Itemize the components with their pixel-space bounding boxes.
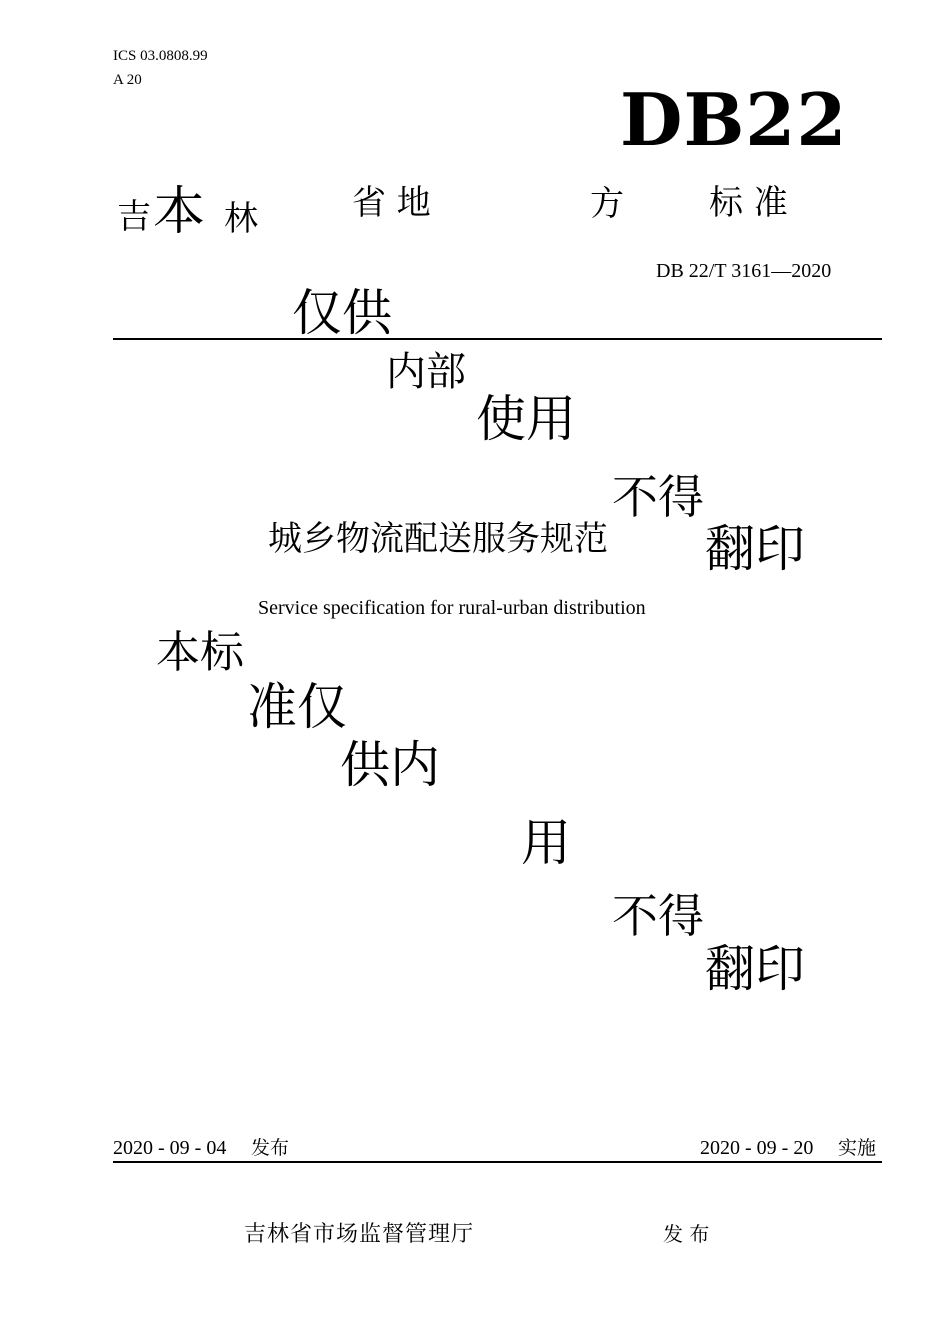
implementation-label: 实施 [838,1137,877,1159]
watermark-shi-yong: 使用 [476,390,576,448]
implementation-date: 2020 - 09 - 20 [700,1137,814,1159]
title-fang: 方 [590,184,624,224]
document-title: 城乡物流配送服务规范 [268,519,608,559]
issue-date: 2020 - 09 - 04 [113,1137,227,1159]
issuing-authority: 吉林省市场监督管理厅 [244,1222,475,1247]
bottom-divider [113,1161,882,1163]
watermark-bu-de: 不得 [612,470,704,524]
title-biao-zhun: 标 准 [709,183,788,223]
watermark-jin-gong: 仅供 [292,284,392,342]
ccs-code: A 20 [113,72,142,88]
issue-label: 发布 [251,1137,290,1159]
watermark-gong-nei: 供内 [340,736,440,794]
title-sheng-di: 省 地 [352,183,431,223]
watermark-fan-yin: 翻印 [705,520,805,578]
title-ji: 吉 [117,197,151,237]
ics-code: ICS 03.0808.99 [113,48,208,64]
db-code: DB22 [620,77,848,162]
watermark-ben: 本 [153,182,206,242]
watermark-yong: 用 [521,814,571,872]
watermark-nei-bu: 内部 [386,349,466,395]
document-title-en: Service specification for rural-urban distribution [258,597,646,619]
watermark-fan-yin-2: 翻印 [705,940,805,998]
issue-word: 发 布 [663,1222,710,1246]
watermark-bu-de-2: 不得 [612,889,704,943]
watermark-zhun-jin: 准仅 [247,678,347,736]
standard-number: DB 22/T 3161—2020 [656,260,832,282]
title-lin: 林 [224,199,258,239]
watermark-ben-biao: 本标 [156,627,244,678]
top-divider [113,338,882,340]
